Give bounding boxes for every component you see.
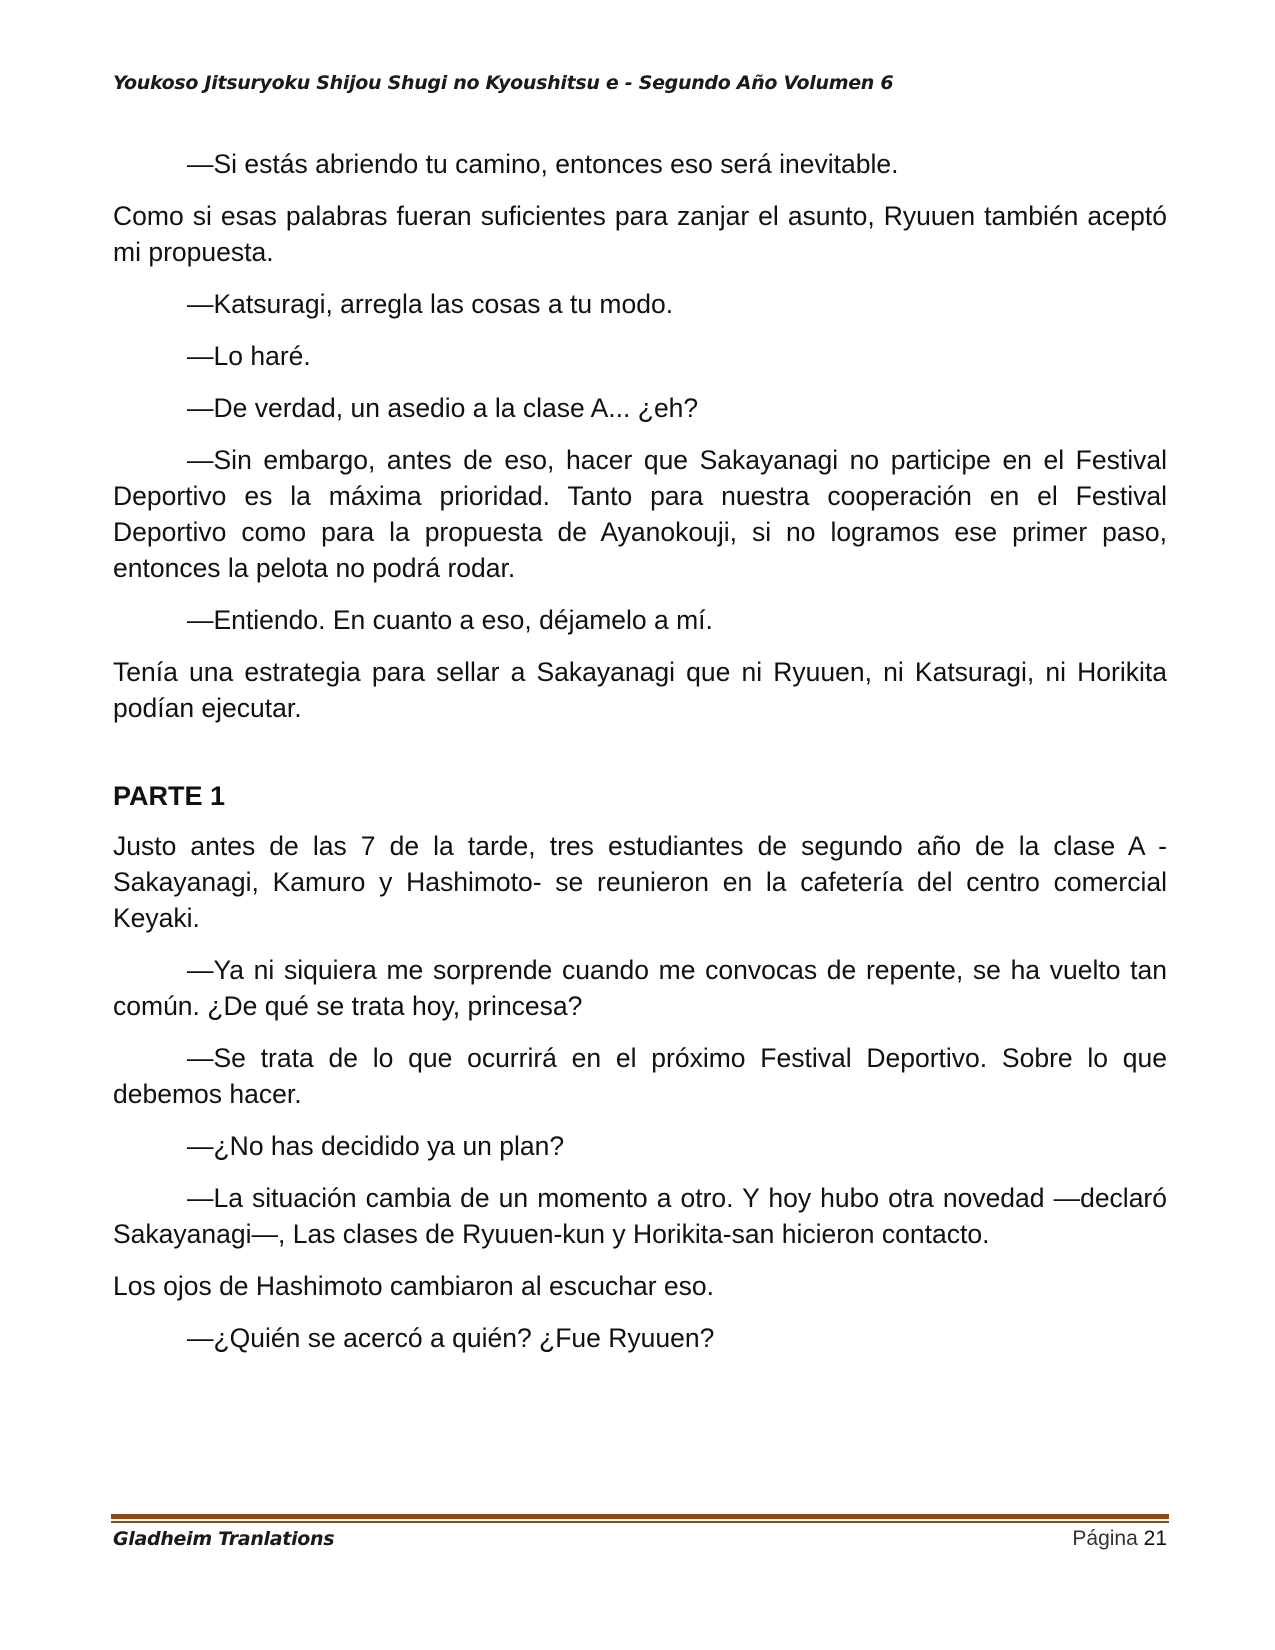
dialogue-paragraph: —Lo haré. [187, 341, 311, 371]
page-label: Página [1072, 1527, 1138, 1550]
page-body [113, 146, 1167, 1372]
dialogue-paragraph: —Se trata de lo que ocurrirá en el próximo Festival Deportivo. Sobre lo que debemos hacer. [113, 1043, 1167, 1109]
section-heading: PARTE 1 [113, 781, 226, 811]
page-number-value: 21 [1143, 1527, 1167, 1550]
footer-divider [111, 1514, 1169, 1519]
dialogue-paragraph: —¿No has decidido ya un plan? [187, 1131, 565, 1161]
dialogue-paragraph: —La situación cambia de un momento a otro. Y hoy hubo otra novedad —declaró Sakayanagi—, Las clases de Ryuuen-kun y Horikita-san hicieron contacto. [113, 1183, 1167, 1249]
narration-paragraph: Como si esas palabras fueran suficientes para zanjar el asunto, Ryuuen también aceptó mi propuesta. [113, 201, 1167, 267]
narration-paragraph: Los ojos de Hashimoto cambiaron al escuchar eso. [113, 1271, 714, 1301]
narration-paragraph: Tenía una estrategia para sellar a Sakayanagi que ni Ryuuen, ni Katsuragi, ni Horikita podían ejecutar. [113, 657, 1167, 723]
page-number [1072, 1527, 1167, 1551]
footer-publisher: Gladheim Tranlations [113, 1528, 335, 1550]
narration-paragraph: Justo antes de las 7 de la tarde, tres estudiantes de segundo año de la clase A -Sakayanagi, Kamuro y Hashimoto- se reunieron en la cafetería del centro comercial Keyaki. [113, 831, 1167, 933]
dialogue-paragraph: —Sin embargo, antes de eso, hacer que Sakayanagi no participe en el Festival Deportivo es la máxima prioridad. Tanto para nuestra cooperación en el Festival Deportivo como para la propuesta de Ayanokouji, si no logramos ese primer paso, entonces la pelota no podrá rodar. [113, 445, 1167, 583]
dialogue-paragraph: —Katsuragi, arregla las cosas a tu modo. [187, 289, 674, 319]
dialogue-paragraph: —Si estás abriendo tu camino, entonces eso será inevitable. [187, 149, 899, 179]
dialogue-paragraph: —¿Quién se acercó a quién? ¿Fue Ryuuen? [187, 1323, 715, 1353]
footer-divider-thin [111, 1521, 1169, 1523]
dialogue-paragraph: —Entiendo. En cuanto a eso, déjamelo a mí. [187, 605, 713, 635]
dialogue-paragraph: —Ya ni siquiera me sorprende cuando me convocas de repente, se ha vuelto tan común. ¿De qué se trata hoy, princesa? [113, 955, 1167, 1021]
running-header: Youkoso Jitsuryoku Shijou Shugi no Kyoushitsu e - Segundo Año Volumen 6 [113, 72, 894, 94]
dialogue-paragraph: —De verdad, un asedio a la clase A... ¿eh? [187, 393, 699, 423]
